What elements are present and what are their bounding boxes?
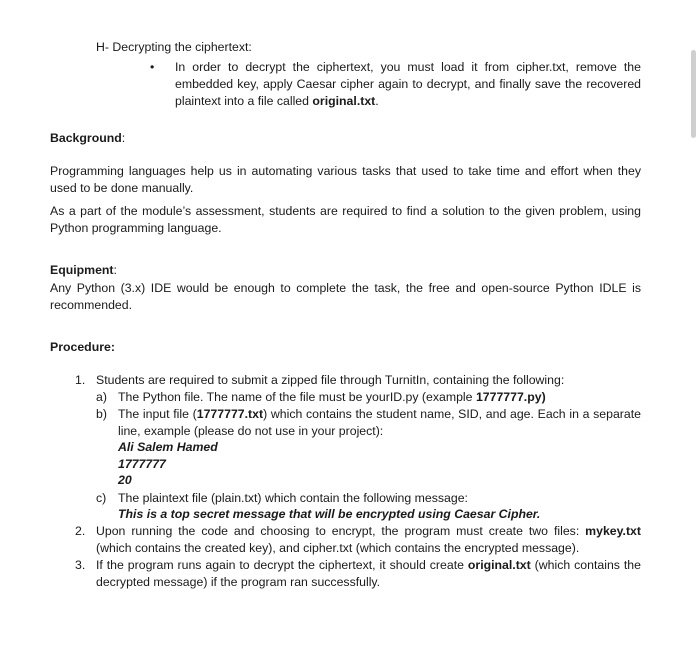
list-number-3: 3. (75, 558, 86, 572)
procedure-item-3: If the program runs again to decrypt the ciphertext, it should create original.txt (which contains the decrypted message) if the program ran successfully. (96, 558, 641, 589)
example-name: Ali Salem Hamed (118, 440, 218, 454)
sublist-label-b: b) (96, 407, 107, 421)
procedure-heading: Procedure: (50, 340, 115, 354)
example-sid: 1777777 (118, 457, 166, 471)
plaintext-message: This is a top secret message that will be encrypted using Caesar Cipher. (118, 507, 541, 521)
section-h-heading: H- Decrypting the ciphertext: (96, 40, 252, 54)
section-h-bullet: In order to decrypt the ciphertext, you must load it from cipher.txt, remove the embedded key, apply Caesar cipher again to decrypt, and finally save the recovered plaintext into a file called original.txt. (175, 60, 641, 108)
background-heading: Background: (50, 131, 126, 145)
background-paragraph-2: As a part of the module’s assessment, students are required to find a solution to the given problem, using Python programming language. (50, 204, 641, 235)
equipment-heading: Equipment: (50, 263, 117, 277)
example-age: 20 (118, 473, 132, 487)
sublist-label-a: a) (96, 390, 107, 404)
bullet-dot-icon: • (150, 60, 155, 74)
procedure-item-1: Students are required to submit a zipped file through TurnitIn, containing the following: (96, 373, 565, 387)
background-paragraph-1: Programming languages help us in automating various tasks that used to take time and effort when they used to be done manually. (50, 164, 641, 195)
procedure-item-1c: The plaintext file (plain.txt) which contain the following message: (118, 491, 468, 505)
procedure-item-2: Upon running the code and choosing to encrypt, the program must create two files: mykey.txt (which contains the created key), and cipher.txt (which contains the encrypted message). (96, 524, 641, 555)
list-number-2: 2. (75, 524, 86, 538)
list-number-1: 1. (75, 373, 86, 387)
vertical-scrollbar[interactable] (691, 50, 696, 138)
procedure-item-1a: The Python file. The name of the file must be yourID.py (example 1777777.py) (118, 390, 546, 404)
sublist-label-c: c) (96, 491, 107, 505)
equipment-text: Any Python (3.x) IDE would be enough to complete the task, the free and open-source Python IDLE is recommended. (50, 281, 641, 312)
procedure-item-1b: The input file (1777777.txt) which contains the student name, SID, and age. Each in a separate line, example (please do not use in your project): (118, 407, 641, 438)
